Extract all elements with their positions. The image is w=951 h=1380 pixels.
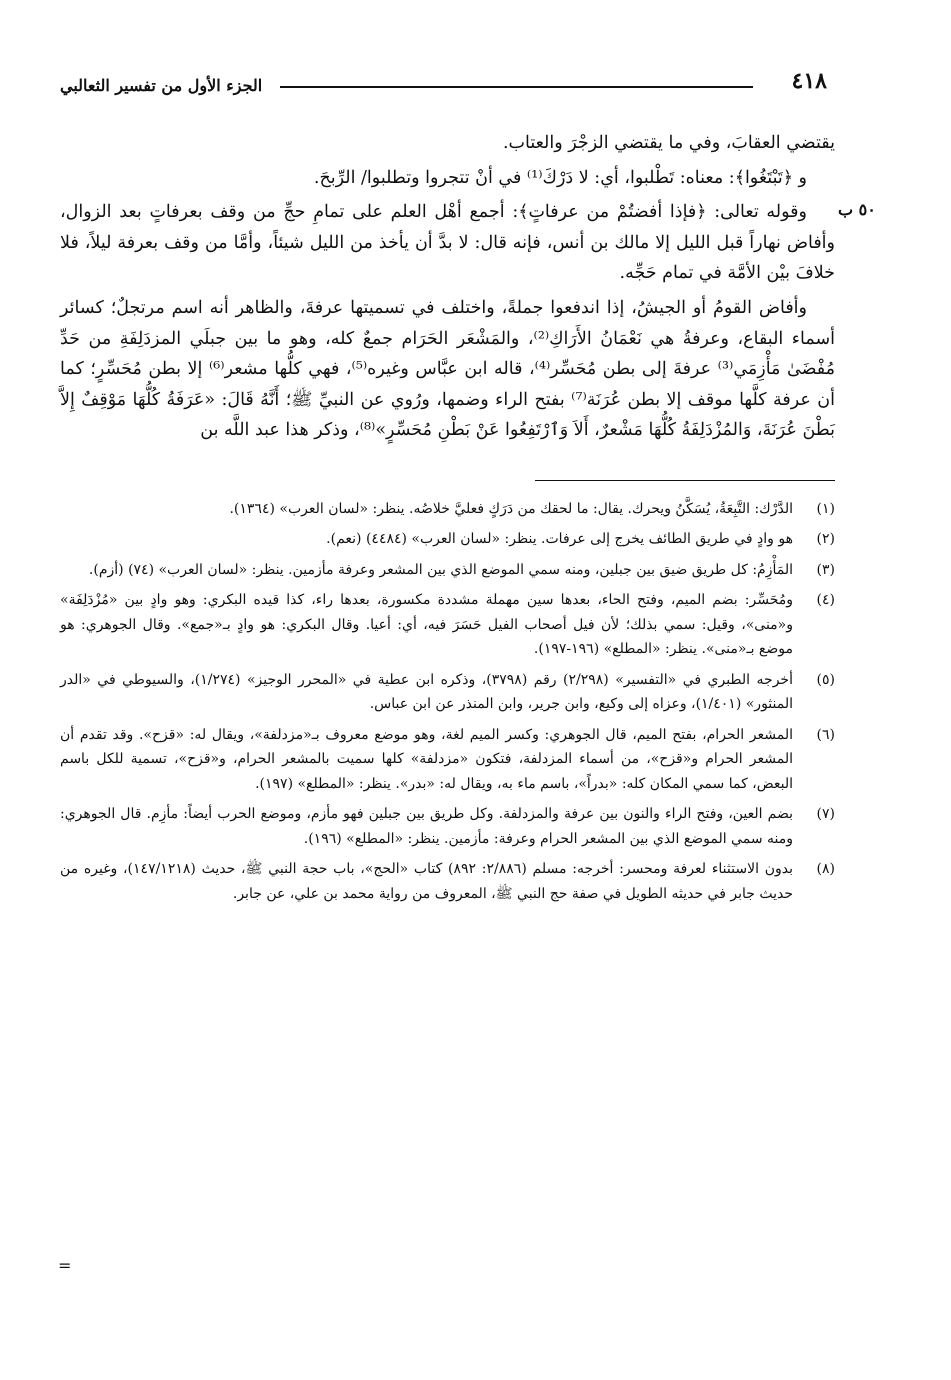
- paragraph: وقوله تعالى: ﴿فإذا أفضتُمْ من عرفاتٍ﴾: أجمع أهْل العلم على تمامِ حجِّ من وقف بعرفاتٍ بعد الزوال، وأفاض نهاراً قبل الليل إلا مالك بن أنس، فإنه قال: لا بدَّ أن يأخذ من الليل شيئاً، وأمَّا من وقف بعرفة ليلاً، فلا خلافَ بيْن الأمَّة في تمام حَجِّه.: [60, 202, 835, 284]
- footnote-number: (٥): [816, 671, 835, 688]
- footnote: [60, 857, 835, 906]
- footnote-text: هو وادٍ في طريق الطائف يخرج إلى عرفات. ينظر: «لسان العرب» (٤٤٨٤) (نعم).: [326, 531, 793, 548]
- footnote: [60, 668, 835, 717]
- footnote-text: ومُحَسِّر: بضم الميم، وفتح الحاء، بعدها سين مهملة مشددة مكسورة، بعدها راء، كذا قيده البكري: وهو وادٍ بين «مُزْدَلِفَة» و«منى»، وقيل: سمي بذلك؛ لأن فيل أصحاب الفيل حَسَرَ فيه، أي: أعيا. وقال البكري: هو وادٍ بـ«جمع». وقال الجوهري: هو موضع بـ«منى». ينظر: «المطلع» (١٩٦-١٩٧).: [60, 592, 793, 658]
- footnote-number: (٢): [816, 531, 835, 548]
- footnote-number: (٦): [816, 726, 835, 743]
- footnote: [60, 558, 835, 583]
- footnote-separator: [535, 480, 835, 481]
- page-number: ٤١٨: [791, 68, 827, 94]
- header-rule: [280, 86, 753, 88]
- main-text: [60, 128, 835, 446]
- footnote: [60, 588, 835, 662]
- footnote-number: (٣): [816, 561, 835, 578]
- footnotes: [60, 497, 835, 907]
- footnote: [60, 802, 835, 851]
- footnote-text: أخرجه الطبري في «التفسير» (٢/٢٩٨) رقم (٣٧٩٨)، وذكره ابن عطية في «المحرر الوجيز» (١/٢٧٤)، والسيوطي في «الدر المنثور» (١/٤٠١)، وعزاه إلى وكيع، وابن جرير، وابن المنذر عن ابن عباس.: [60, 671, 793, 713]
- footnote-text: المَأْزِمُ: كل طريق ضيق بين جبلين، ومنه سمي الموضع الذي بين المشعر وعرفة مأزمين. ينظر: «لسان العرب» (٧٤) (أزم).: [88, 561, 793, 578]
- footnote-number: (٨): [816, 861, 835, 878]
- document-page: [60, 62, 835, 912]
- footnote-text: الدَّرْك: التَّبِعَةُ، يُسَكَّنُ ويحرك. يقال: ما لحقك من دَرَكٍ فعليَّ خلاصُه. ينظر: «لسان العرب» (١٣٦٤).: [229, 500, 793, 517]
- footnote-text: بدون الاستثناء لعرفة ومحسر: أخرجه: مسلم (٢/٨٨٦: ٨٩٢) كتاب «الحج»، باب حجة النبي ﷺ، حديث (١٤٧/١٢١٨)، وغيره من حديث جابر في حديثه الطويل في صفة حج النبي ﷺ، المعروف من رواية محمد بن علي، عن جابر.: [60, 861, 794, 902]
- footnote: [60, 723, 835, 797]
- margin-note: ٥٠ ب: [838, 200, 876, 219]
- footnote-text: المشعر الحرام، بفتح الميم، قال الجوهري: وكسر الميم لغة، وهو موضع معروف بـ«مزدلفة»، ويقال له: «قزح». وقد تقدم أن المشعر الحرام و«قزح»، من أسماء المزدلفة، فتكون «مزدلفة» كلها سميت بالمشعر الحرام، و«قزح»، تسمية للكل باسم البعض، كما سمي المكان كله: «بدراً»، باسم ماء به، ويقال له: «بدر». ينظر: «المطلع» (١٩٧).: [60, 726, 793, 792]
- footnote-number: (١): [816, 500, 835, 517]
- bottom-mark: =: [58, 1256, 72, 1275]
- footnote: [60, 497, 835, 522]
- paragraph: وأفاض القومُ أو الجيشُ، إذا اندفعوا جملةً، واختلف في تسميتها عرفةَ، والظاهر أنه اسم مرتجلٌ؛ كسائر أسماء البقاع، وعرفةُ هي نَعْمَانُ الأَرَاكِ⁽²⁾، والمَشْعَر الحَرَام جمعٌ كله، وهو ما بين جبلَي المزدَلِفَةِ من حَدِّ مُفْضَىٰ مَأْزِمَي⁽³⁾ عرفةَ إلى بطن مُحَسِّر⁽⁴⁾، قاله ابن عبَّاس وغيره⁽⁵⁾، فهي كلُّها مشعر⁽⁶⁾ إلا بطن مُحَسِّرٍ؛ كما أن عرفة كلَّها موقف إلا بطن عُرَنَة⁽⁷⁾ بفتح الراء وضمها، ورُوي عن النبيِّ ﷺ؛ أَنَّهُ قَالَ: «عَرَفَةُ كُلُّهَا مَوْقِفٌ إِلاَّ بَطْنَ عُرَنَةَ، وَالمُزْدَلِفَةُ كُلُّهَا مَشْعرٌ، أَلاَ وَٱرْتَفِعُوا عَنْ بَطْنِ مُحَسِّرٍ»⁽⁸⁾، وذكر هذا عبد اللَّه بن: [60, 297, 835, 441]
- page-header: [60, 62, 835, 102]
- footnote-number: (٧): [816, 806, 835, 823]
- paragraph: و ﴿تَبْتَغُوا﴾: معناه: تَطْلبوا، أي: لا دَرْكَ⁽¹⁾ في أنْ تتجروا وتطلبوا/ الرِّبحَ.: [313, 167, 807, 188]
- running-title: الجزء الأول من تفسير الثعالبي: [60, 76, 263, 95]
- footnote: [60, 527, 835, 552]
- footnote-number: (٤): [816, 592, 835, 609]
- footnote-text: بضم العين، وفتح الراء والنون بين عرفة والمزدلفة. وكل طريق بين جبلين فهو مأزم، وموضع الحرب أيضاً: مأزِم. قال الجوهري: ومنه سمي الموضع الذي بين المشعر الحرام وعرفة: مأزمين. ينظر: «المطلع» (١٩٦).: [60, 806, 793, 847]
- paragraph: يقتضي العقابَ، وفي ما يقتضي الزجْرَ والعتاب.: [502, 133, 835, 153]
